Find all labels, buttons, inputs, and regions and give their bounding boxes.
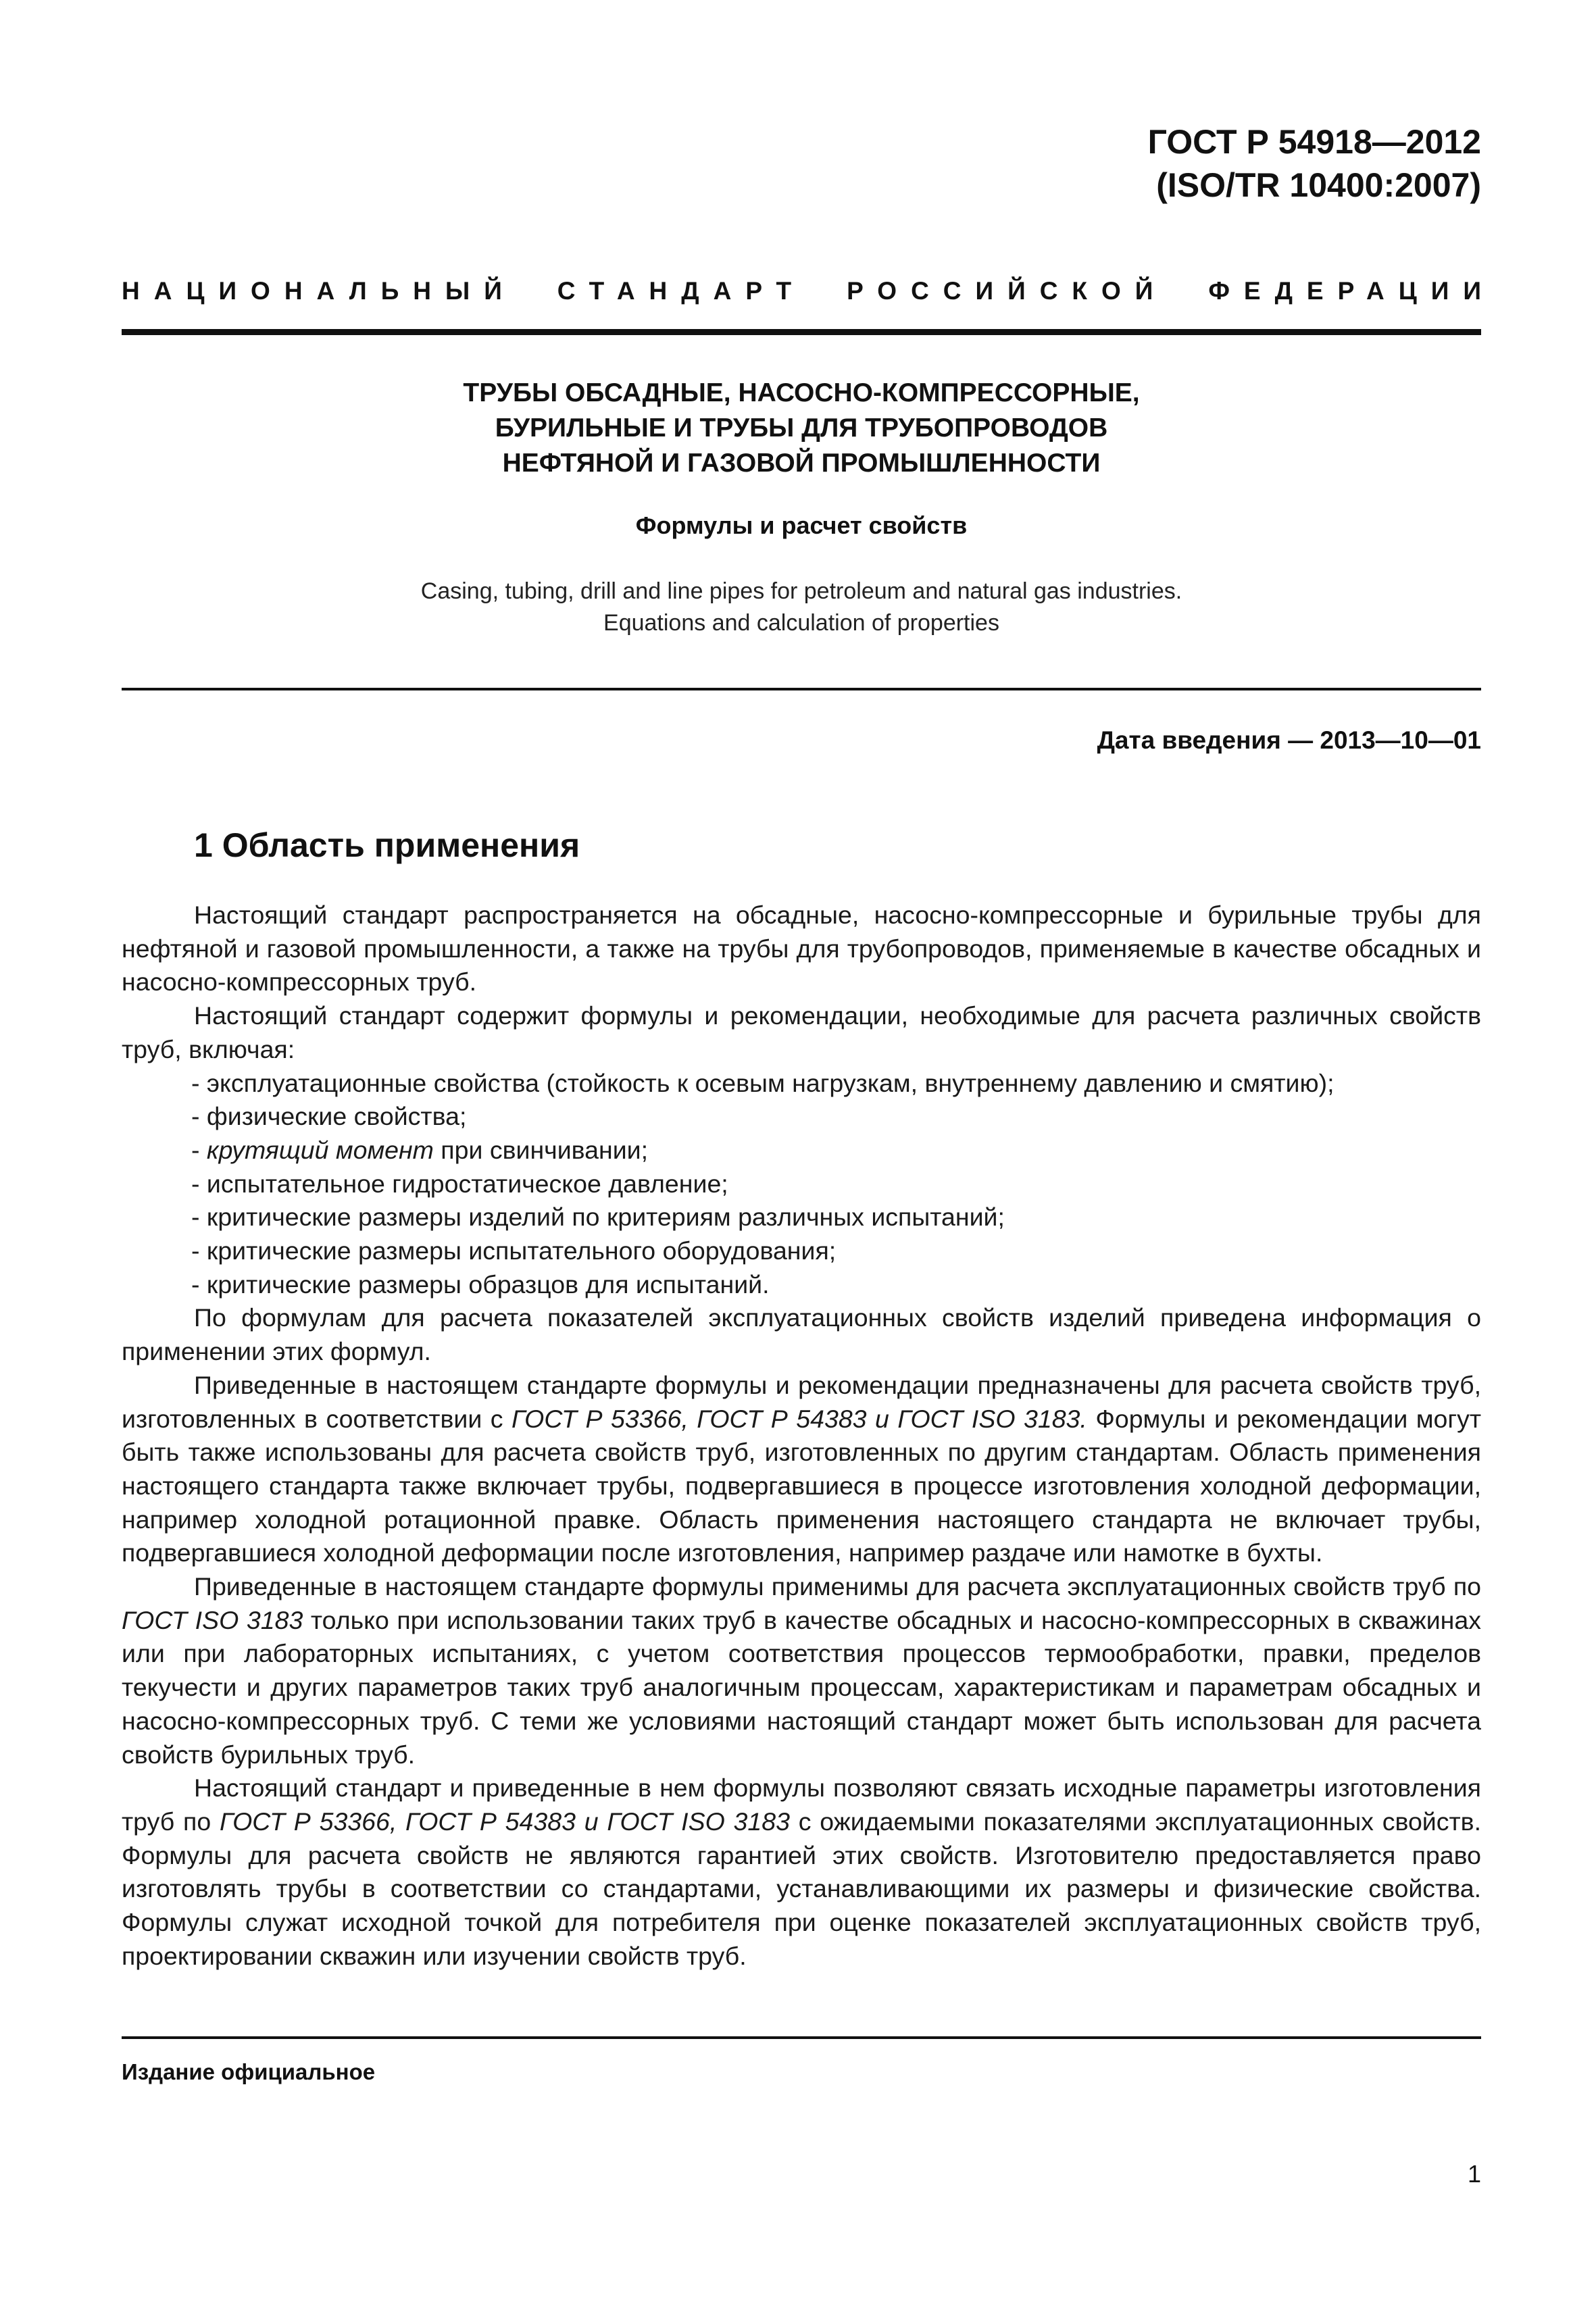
list-item: - крутящий момент при свинчивании; xyxy=(191,1135,649,1164)
list-item: - критические размеры испытательного оборудования; xyxy=(191,1236,837,1265)
list-item: - испытательное гидростатическое давление; xyxy=(191,1169,728,1198)
standard-code xyxy=(873,120,1481,207)
paragraph: Приведенные в настоящем стандарте формулы и рекомендации предназначены для расчета свойств труб, изготовленных в соответствии с ГОСТ Р 53366, ГОСТ Р 54383 и ГОСТ ISO 3183. Формулы и рекомендации могут быть также использованы для расчета свойств труб, изготовленных по другим стандартам. Область применения настоящего стандарта также включает трубы, подвергавшиеся в процессе изготовления холодной деформации, например холодной ротационной правке. Область применения настоящего стандарта не включает трубы, подвергавшиеся холодной деформации после изготовления, например раздаче или намотке в бухты. xyxy=(122,1370,1481,1567)
page-number: 1 xyxy=(1467,2160,1481,2188)
paragraph: Настоящий стандарт распространяется на обсадные, насосно-компрессорные и бурильные трубы для нефтяной и газовой промышленности, а также на трубы для трубопроводов, применяемые в качестве обсадных и насосно-компрессорных труб. xyxy=(122,901,1481,997)
paragraph: По формулам для расчета показателей эксплуатационных свойств изделий приведена информация о применении этих формул. xyxy=(122,1303,1481,1366)
title-line: ТРУБЫ ОБСАДНЫЕ, НАСОСНО-КОМПРЕССОРНЫЕ, xyxy=(463,378,1140,407)
title-divider xyxy=(122,688,1481,690)
paragraph: Настоящий стандарт содержит формулы и рекомендации, необходимые для расчета различных свойств труб, включая: xyxy=(122,1001,1481,1063)
paragraph: Приведенные в настоящем стандарте формулы применимы для расчета эксплуатационных свойств труб по ГОСТ ISO 3183 только при использовании таких труб в качестве обсадных и насосно-компрессорных в скважинах или при лабораторных испытаниях, с учетом соответствия процессов термообработки, правки, пределов текучести и других параметров таких труб аналогичным процессам, характеристикам и параметрам обсадных и насосно-компрессорных труб. С теми же условиями настоящий стандарт может быть использован для расчета свойств бурильных труб. xyxy=(122,1572,1481,1769)
national-word: ФЕДЕРАЦИИ xyxy=(1208,277,1495,305)
section-heading: 1 Область применения xyxy=(194,826,580,864)
official-edition-label: Издание официальное xyxy=(122,2059,376,2084)
introduction-date: Дата введения — 2013—10—01 xyxy=(1097,726,1481,754)
english-title-line: Casing, tubing, drill and line pipes for petroleum and natural gas industries. xyxy=(420,578,1182,604)
body-text xyxy=(122,899,1481,1973)
document-subtitle: Формулы и расчет свойств xyxy=(635,511,968,539)
list-item: - эксплуатационные свойства (стойкость к осевым нагрузкам, внутреннему давлению и смятию); xyxy=(191,1068,1335,1097)
list-item: - физические свойства; xyxy=(191,1102,467,1131)
title-line: БУРИЛЬНЫЕ И ТРУБЫ ДЛЯ ТРУБОПРОВОДОВ xyxy=(495,413,1108,443)
standard-code-gost: ГОСТ Р 54918—2012 xyxy=(1147,123,1481,161)
standard-code-iso: (ISO/TR 10400:2007) xyxy=(1156,166,1481,204)
national-word: РОССИЙСКОЙ xyxy=(847,277,1168,305)
standard-reference: ГОСТ Р 53366, ГОСТ Р 54383 и ГОСТ ISO 3183 xyxy=(219,1807,790,1836)
national-standard-heading xyxy=(122,277,1495,305)
document-title xyxy=(122,376,1481,481)
header-divider xyxy=(122,329,1481,335)
national-word: НАЦИОНАЛЬНЫЙ xyxy=(122,277,516,305)
list-item: - критические размеры изделий по критериям различных испытаний; xyxy=(191,1203,1005,1232)
footer-divider xyxy=(122,2036,1481,2039)
list-item: - критические размеры образцов для испытаний. xyxy=(191,1269,770,1299)
standard-reference: ГОСТ ISO 3183 xyxy=(122,1605,303,1634)
title-line: НЕФТЯНОЙ И ГАЗОВОЙ ПРОМЫШЛЕННОСТИ xyxy=(502,449,1101,478)
english-title xyxy=(122,576,1481,639)
english-title-line: Equations and calculation of properties xyxy=(603,610,999,636)
paragraph: Настоящий стандарт и приведенные в нем формулы позволяют связать исходные параметры изготовления труб по ГОСТ Р 53366, ГОСТ Р 54383 и ГОСТ ISO 3183 с ожидаемыми показателями эксплуатационных свойств. Формулы для расчета свойств не являются гарантией этих свойств. Изготовителю предоставляется право изготовлять трубы в соответствии со стандартами, устанавливающими их размеры и физические свойства. Формулы служат исходной точкой для потребителя при оценке показателей эксплуатационных свойств труб, проектировании скважин или изучении свойств труб. xyxy=(122,1774,1482,1970)
standard-reference: ГОСТ Р 53366, ГОСТ Р 54383 и ГОСТ ISO 3183. xyxy=(512,1404,1087,1433)
emphasis: крутящий момент xyxy=(206,1135,434,1164)
national-word: СТАНДАРТ xyxy=(557,277,806,305)
